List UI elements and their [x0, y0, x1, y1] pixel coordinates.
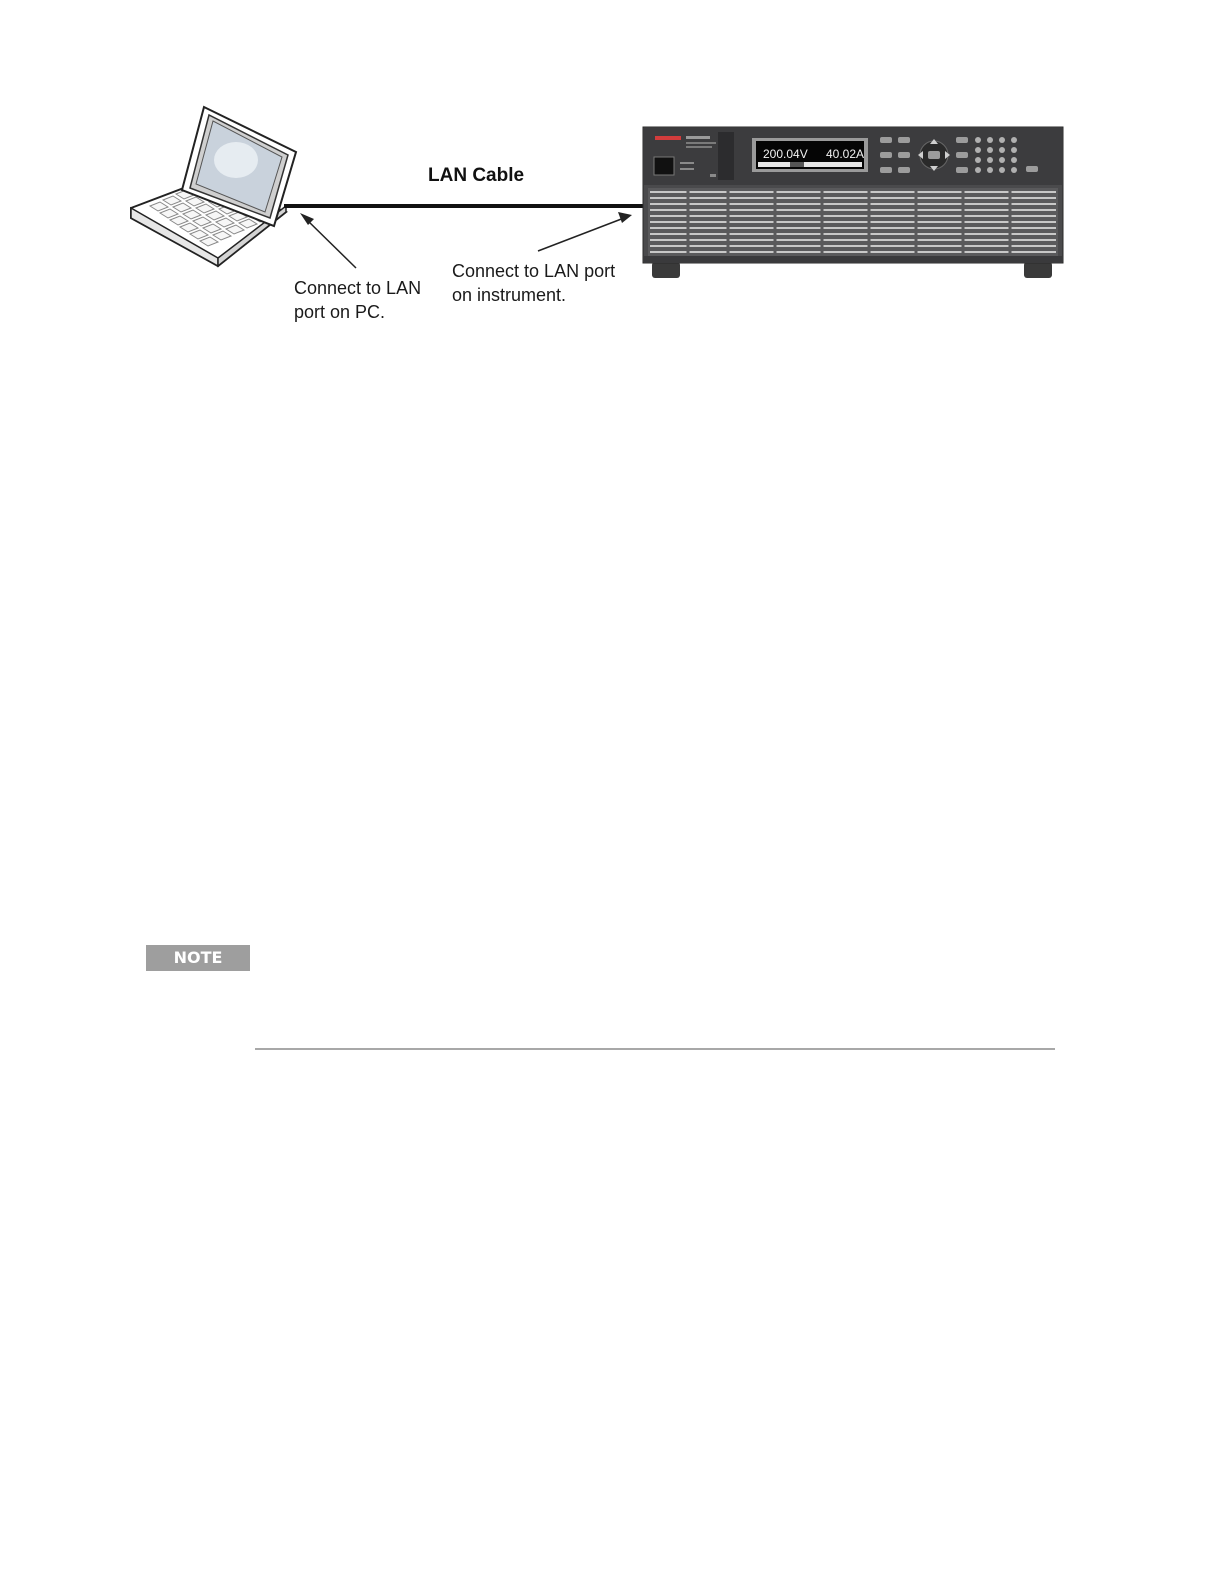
power-supply-instrument: [643, 127, 1063, 278]
display-voltage: 200.04V: [763, 147, 808, 161]
note-divider: [255, 1048, 1055, 1050]
lan-connection-diagram: [0, 0, 1224, 340]
instrument-port-label: [452, 259, 615, 307]
pc-arrow-icon: [300, 213, 356, 268]
pc-port-label: [294, 276, 421, 324]
note-badge-text: NOTE: [173, 948, 223, 967]
display-current: 40.02A: [826, 147, 865, 161]
instrument-arrow-icon: [538, 212, 632, 251]
pc-port-label-line2: port on PC.: [294, 302, 386, 322]
instrument-port-label-line1: Connect to LAN port: [452, 261, 616, 281]
note-badge: [146, 945, 250, 971]
instrument-port-label-line2: on instrument.: [452, 285, 567, 305]
lan-cable-label: LAN Cable: [428, 165, 525, 186]
laptop-icon: [131, 107, 296, 266]
pc-port-label-line1: Connect to LAN: [294, 278, 422, 298]
